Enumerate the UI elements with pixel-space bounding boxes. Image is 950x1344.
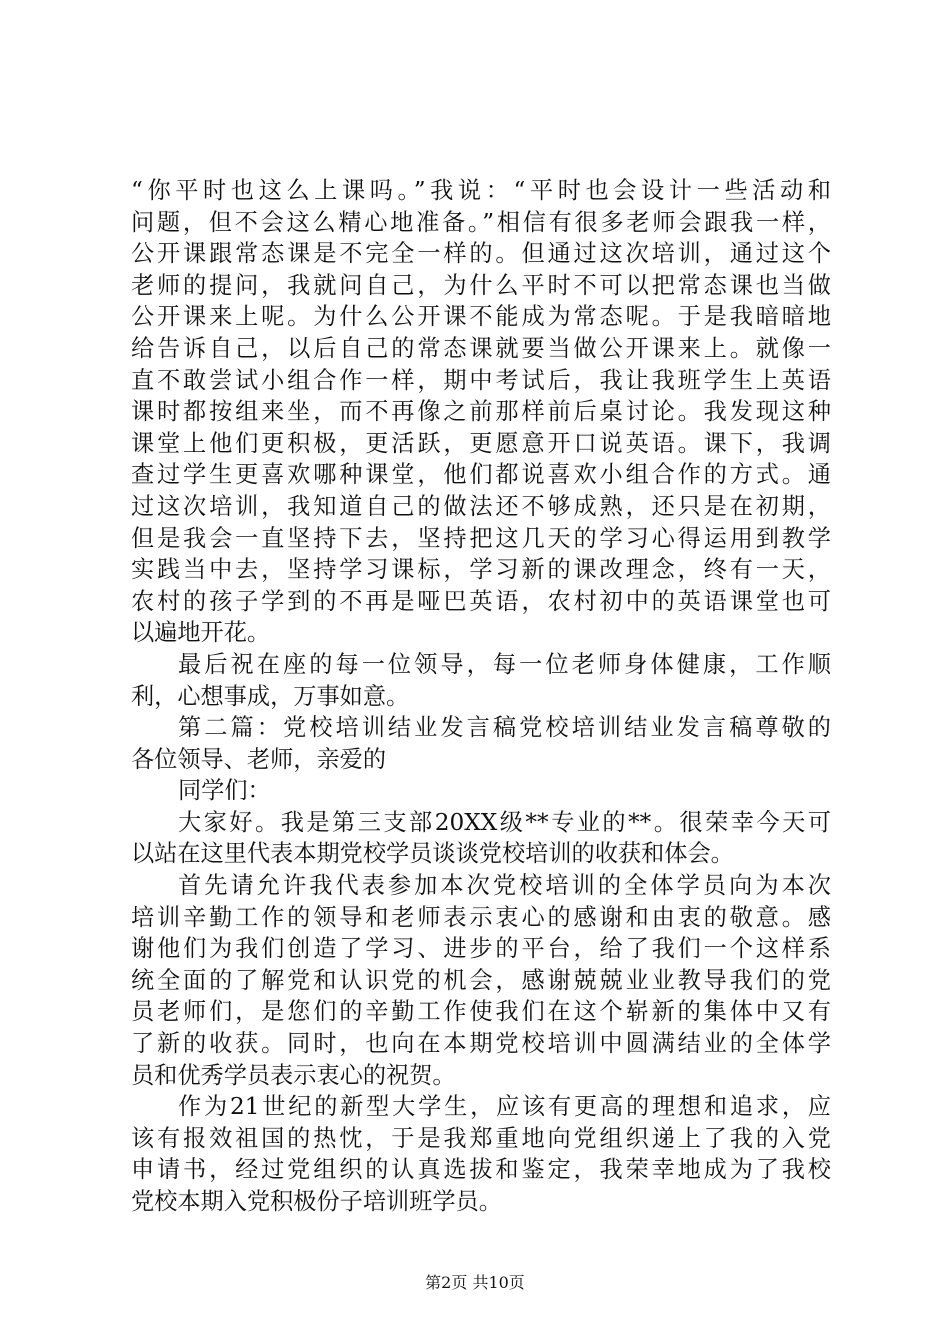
text-line: 公开课来上呢。为什么公开课不能成为常态呢。于是我暗暗地 [131, 303, 831, 331]
text-line: 员老师们，是您们的辛勤工作使我们在这个崭新的集体中又有 [131, 998, 831, 1026]
text-line: 课时都按组来坐，而不再像之前那样前后桌讨论。我发现这种 [131, 398, 831, 426]
text-line: 过这次培训，我知道自己的做法还不够成熟，还只是在初期， [131, 492, 831, 520]
text-line: 查过学生更喜欢哪种课堂，他们都说喜欢小组合作的方式。通 [131, 461, 831, 489]
text-line: “你平时也这么上课吗。”我说：“平时也会设计一些活动和 [131, 177, 831, 204]
text-line: 课堂上他们更积极，更活跃，更愿意开口说英语。课下，我调 [131, 429, 831, 457]
text-line: 直不敢尝试小组合作一样，期中考试后，我让我班学生上英语 [131, 366, 831, 394]
text-line: 各位领导、老师，亲爱的 [131, 745, 387, 773]
document-body [131, 175, 831, 1218]
text-line: 公开课跟常态课是不完全一样的。但通过这次培训，通过这个 [131, 240, 831, 268]
text-line: 统全面的了解党和认识党的机会，感谢兢兢业业教导我们的党 [131, 966, 831, 994]
text-line: 大家好。我是第三支部20XX级**专业的**。很荣幸今天可 [178, 808, 831, 836]
text-line: 农村的孩子学到的不再是哑巴英语，农村初中的英语课堂也可 [131, 587, 831, 615]
text-line: 谢他们为我们创造了学习、进步的平台，给了我们一个这样系 [131, 935, 831, 963]
text-line: 第二篇：党校培训结业发言稿党校培训结业发言稿尊敬的 [178, 714, 831, 742]
text-line: 同学们： [178, 777, 271, 805]
text-line: 给告诉自己，以后自己的常态课就要当做公开课来上。就像一 [131, 334, 831, 362]
text-line: 申请书，经过党组织的认真选拔和鉴定，我荣幸地成为了我校 [131, 1156, 831, 1184]
text-line: 首先请允许我代表参加本次党校培训的全体学员向为本次 [178, 872, 831, 900]
text-line: 老师的提问，我就问自己，为什么平时不可以把常态课也当做 [131, 271, 831, 299]
text-line: 利，心想事成，万事如意。 [131, 682, 410, 710]
text-line: 作为21世纪的新型大学生，应该有更高的理想和追求，应 [178, 1093, 831, 1121]
text-line: 了新的收获。同时，也向在本期党校培训中圆满结业的全体学 [131, 1030, 831, 1058]
text-line: 实践当中去，坚持学习课标，学习新的课改理念，终有一天， [131, 556, 831, 584]
text-line: 该有报效祖国的热忱，于是我郑重地向党组织递上了我的入党 [131, 1124, 831, 1152]
text-line: 党校本期入党积极份子培训班学员。 [131, 1188, 502, 1215]
text-line: 以遍地开花。 [131, 619, 271, 647]
text-line: 以站在这里代表本期党校学员谈谈党校培训的收获和体会。 [131, 840, 734, 868]
text-line: 培训辛勤工作的领导和老师表示衷心的感谢和由衷的敬意。感 [131, 903, 831, 931]
text-line: 员和优秀学员表示衷心的祝贺。 [131, 1061, 456, 1089]
page-footer: 第2页 共10页 [425, 1273, 525, 1292]
text-line: 最后祝在座的每一位领导，每一位老师身体健康，工作顺 [178, 650, 831, 678]
text-line: 但是我会一直坚持下去，坚持把这几天的学习心得运用到教学 [131, 524, 831, 552]
text-line: 问题，但不会这么精心地准备。”相信有很多老师会跟我一样， [131, 208, 831, 236]
